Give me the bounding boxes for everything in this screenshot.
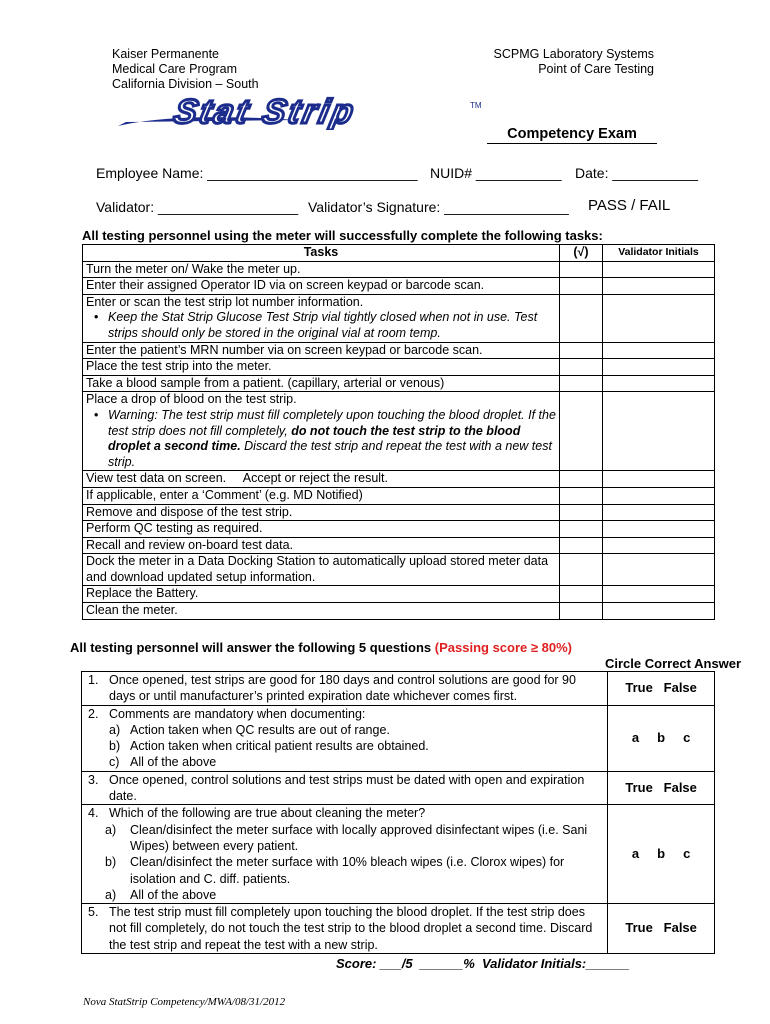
initials-cell[interactable] — [602, 278, 714, 295]
question-1 — [82, 672, 608, 706]
question-number: 4. — [88, 806, 99, 821]
lab-header — [480, 47, 654, 77]
table-row — [83, 278, 715, 295]
exam-title: Competency Exam — [487, 126, 657, 144]
task-text: Turn the meter on/ Wake the meter up. — [83, 261, 560, 278]
question-row — [82, 771, 715, 805]
task-cell — [83, 294, 560, 342]
circle-answer-label: Circle Correct Answer — [605, 656, 742, 671]
org-program: Medical Care Program — [112, 62, 238, 76]
quiz-intro-text: All testing personnel will answer the following 5 questions — [70, 640, 435, 655]
answer-choices[interactable]: True False — [608, 771, 715, 805]
question-text: The test strip must fill completely upon touching the blood droplet. If the test strip does not fill completely, do not touch the test strip to the blood droplet a second time. Discard the test strip and repeat the test with a new strip. — [109, 905, 593, 952]
initials-header: Validator Initials — [602, 245, 714, 262]
tasks-header-row — [83, 245, 715, 262]
initials-cell[interactable] — [602, 586, 714, 603]
option-label: b) — [109, 739, 121, 754]
table-row — [83, 375, 715, 392]
task-text: Place a drop of blood on the test strip. — [86, 392, 297, 407]
task-text: Place the test strip into the meter. — [83, 359, 560, 376]
task-text: Enter the patient’s MRN number via on screen keypad or barcode scan. — [83, 342, 560, 359]
pass-fail[interactable]: PASS / FAIL — [588, 197, 671, 214]
table-row — [83, 359, 715, 376]
table-row — [83, 261, 715, 278]
option-text: Action taken when critical patient results are obtained. — [130, 739, 429, 754]
table-row — [83, 504, 715, 521]
option-text: All of the above — [130, 755, 217, 770]
lab-dept: Point of Care Testing — [538, 62, 654, 76]
tasks-table — [82, 244, 715, 620]
question-row — [82, 672, 715, 706]
question-2 — [82, 705, 608, 771]
check-cell[interactable] — [559, 586, 602, 603]
task-text: Enter their assigned Operator ID via on screen keypad or barcode scan. — [83, 278, 560, 295]
warning-text: Warning: The test strip must fill completely upon touching the blood droplet. If the test strip does not fill completely, — [108, 407, 556, 438]
question-text: Comments are mandatory when documenting: — [109, 706, 366, 721]
table-row — [83, 342, 715, 359]
passing-score: (Passing score ≥ 80%) — [434, 640, 572, 655]
tasks-header: Tasks — [83, 245, 560, 262]
org-division: California Division – South — [112, 77, 259, 91]
check-cell[interactable] — [559, 537, 602, 554]
task-text: Perform QC testing as required. — [83, 521, 560, 538]
answer-choices[interactable]: True False — [608, 672, 715, 706]
svg-text:TM: TM — [470, 101, 482, 110]
option-text: Clean/disinfect the meter surface with 10% bleach wipes (i.e. Clorox wipes) for isolation and C. diff. patients. — [130, 855, 565, 886]
check-cell[interactable] — [559, 487, 602, 504]
table-row — [83, 294, 715, 342]
option-label: b) — [105, 855, 117, 870]
question-number: 5. — [88, 905, 99, 920]
task-text: Remove and dispose of the test strip. — [83, 504, 560, 521]
tasks-intro: All testing personnel using the meter will successfully complete the following tasks: — [82, 228, 603, 243]
check-cell[interactable] — [559, 392, 602, 471]
org-header — [112, 47, 259, 92]
question-3 — [82, 771, 608, 805]
option-label: c) — [109, 755, 120, 770]
check-cell[interactable] — [559, 278, 602, 295]
footer: Nova StatStrip Competency/MWA/08/31/2012 — [83, 996, 286, 1008]
employee-name-field[interactable]: Employee Name: ___________________________ — [96, 165, 418, 181]
task-text: Replace the Battery. — [83, 586, 560, 603]
table-row — [83, 521, 715, 538]
org-name: Kaiser Permanente — [112, 47, 220, 61]
table-row — [83, 554, 715, 586]
question-number: 3. — [88, 772, 99, 787]
table-row — [83, 487, 715, 504]
check-cell[interactable] — [559, 603, 602, 620]
initials-cell[interactable] — [602, 342, 714, 359]
check-cell[interactable] — [559, 375, 602, 392]
check-cell[interactable] — [559, 554, 602, 586]
task-text: If applicable, enter a ‘Comment’ (e.g. MD Notified) — [83, 487, 560, 504]
task-text: View test data on screen. Accept or reject the result. — [83, 471, 560, 488]
task-note: • Keep the Stat Strip Glucose Test Strip vial tightly closed when not in use. Test strips should only be stored in the original vial at room temp. — [86, 310, 556, 341]
quiz-table — [81, 671, 715, 954]
initials-cell[interactable] — [602, 471, 714, 488]
check-cell[interactable] — [559, 261, 602, 278]
check-cell[interactable] — [559, 294, 602, 342]
initials-cell[interactable] — [602, 603, 714, 620]
task-warning — [86, 408, 556, 470]
check-cell[interactable] — [559, 521, 602, 538]
score-line[interactable]: Score: ___/5 ______% Validator Initials:______ — [336, 956, 630, 971]
task-text: Clean the meter. — [83, 603, 560, 620]
warning-text-end: Discard the test strip and repeat the test with a new test strip. — [108, 439, 552, 469]
check-header: (√) — [559, 245, 602, 262]
initials-cell[interactable] — [602, 261, 714, 278]
question-row — [82, 805, 715, 904]
lab-name: SCPMG Laboratory Systems — [493, 47, 654, 61]
svg-text:Stat Strip: Stat Strip — [170, 96, 360, 130]
table-row — [83, 392, 715, 471]
initials-cell[interactable] — [602, 521, 714, 538]
answer-choices[interactable]: True False — [608, 904, 715, 954]
task-text: Take a blood sample from a patient. (capillary, arterial or venous) — [83, 375, 560, 392]
question-number: 1. — [88, 673, 99, 687]
table-row — [83, 603, 715, 620]
nuid-field[interactable]: NUID# ___________ — [430, 165, 562, 181]
task-cell — [83, 392, 560, 471]
initials-cell[interactable] — [602, 554, 714, 586]
question-text: Once opened, test strips are good for 180 days and control solutions are good for 90 days or until manufacturer’s printed expiration date whichever comes first. — [109, 673, 576, 704]
statstrip-logo — [116, 96, 488, 133]
warning-bold: do not touch the test strip to the blood droplet a second time. — [108, 423, 521, 454]
question-4 — [82, 805, 608, 904]
option-text: Clean/disinfect the meter surface with locally approved disinfectant wipes (i.e. Sani Wipes) between every patient. — [130, 822, 588, 853]
check-cell[interactable] — [559, 471, 602, 488]
initials-cell[interactable] — [602, 359, 714, 376]
table-row — [83, 586, 715, 603]
initials-cell[interactable] — [602, 487, 714, 504]
task-text: Recall and review on-board test data. — [83, 537, 560, 554]
option-text: Action taken when QC results are out of range. — [130, 722, 390, 737]
question-row — [82, 705, 715, 771]
answer-choices[interactable]: a b c — [608, 705, 715, 771]
check-cell[interactable] — [559, 504, 602, 521]
question-row — [82, 904, 715, 954]
validator-signature-field[interactable]: Validator’s Signature: ________________ — [308, 199, 569, 215]
question-5 — [82, 904, 608, 954]
option-label: a) — [109, 722, 121, 737]
initials-cell[interactable] — [602, 375, 714, 392]
initials-cell[interactable] — [602, 392, 714, 471]
answer-choices[interactable]: a b c — [608, 805, 715, 904]
option-text: All of the above — [130, 887, 217, 902]
check-cell[interactable] — [559, 342, 602, 359]
question-number: 2. — [88, 706, 99, 721]
initials-cell[interactable] — [602, 504, 714, 521]
task-text: Enter or scan the test strip lot number information. — [86, 294, 364, 309]
table-row — [83, 471, 715, 488]
date-field[interactable]: Date: ___________ — [575, 165, 698, 181]
question-text: Once opened, control solutions and test strips must be dated with open and expiration date. — [109, 772, 585, 804]
initials-cell[interactable] — [602, 294, 714, 342]
initials-cell[interactable] — [602, 537, 714, 554]
validator-field[interactable]: Validator: __________________ — [96, 199, 299, 215]
task-text: Dock the meter in a Data Docking Station to automatically upload stored meter data and download updated setup information. — [83, 554, 560, 586]
option-label: a) — [105, 822, 117, 837]
question-text: Which of the following are true about cleaning the meter? — [109, 806, 426, 821]
option-label: a) — [105, 887, 117, 902]
quiz-intro — [70, 640, 572, 655]
check-cell[interactable] — [559, 359, 602, 376]
table-row — [83, 537, 715, 554]
